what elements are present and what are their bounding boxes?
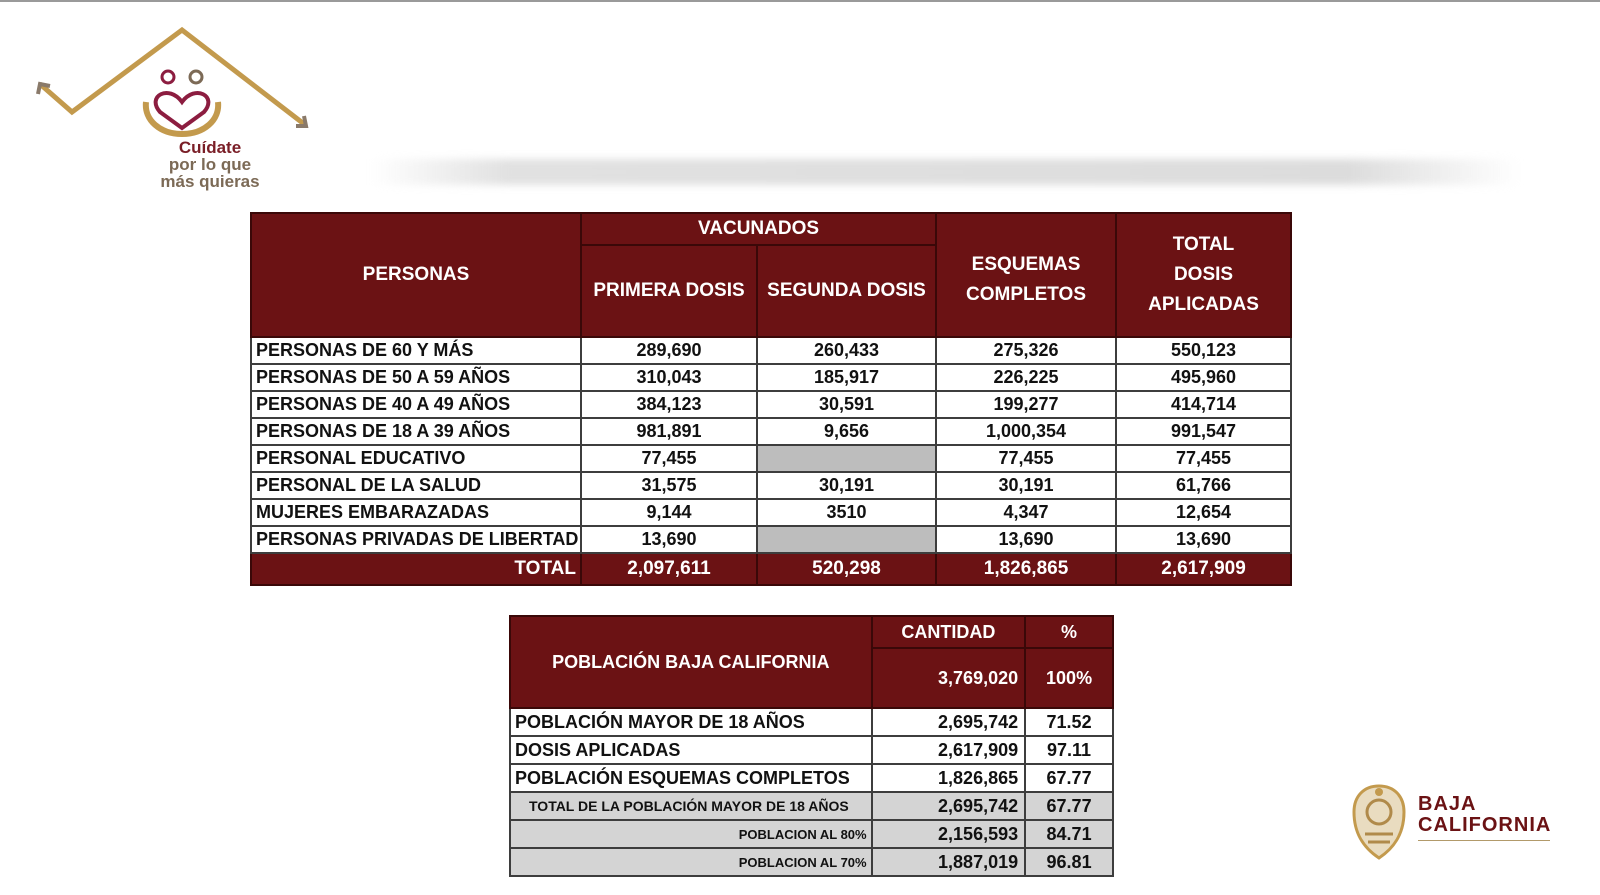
cell-primera-dosis: 77,455 [581, 445, 757, 472]
table-row [251, 526, 1291, 553]
campaign-slogan-line1: Cuídate [178, 138, 242, 157]
decorative-shadow-bar [370, 159, 1520, 185]
total-esquemas-completos: 1,826,865 [936, 553, 1116, 585]
state-name-line2: CALIFORNIA [1418, 814, 1552, 836]
header-total-dosis [1116, 213, 1291, 337]
total-row [251, 553, 1291, 585]
top-divider-line [0, 0, 1600, 2]
cell-total-dosis: 13,690 [1116, 526, 1291, 553]
row-label: PERSONAS DE 60 Y MÁS [251, 337, 581, 364]
row-label: PERSONAL EDUCATIVO [251, 445, 581, 472]
cell-esquemas-completos: 13,690 [936, 526, 1116, 553]
table-row [251, 391, 1291, 418]
row-label: PERSONAS DE 40 A 49 AÑOS [251, 391, 581, 418]
header-cantidad: CANTIDAD [872, 616, 1026, 648]
total-primera-dosis: 2,097,611 [581, 553, 757, 585]
row-label: PERSONAL DE LA SALUD [251, 472, 581, 499]
cell-primera-dosis: 981,891 [581, 418, 757, 445]
baja-california-logo [1348, 782, 1573, 862]
state-name-line1: BAJA [1418, 793, 1477, 815]
cell-total-dosis: 414,714 [1116, 391, 1291, 418]
cell-esquemas-completos: 199,277 [936, 391, 1116, 418]
state-shield-icon [1348, 782, 1410, 862]
cell-total-dosis: 12,654 [1116, 499, 1291, 526]
table-row [251, 499, 1291, 526]
total-label: TOTAL [251, 553, 581, 585]
cell-primera-dosis: 13,690 [581, 526, 757, 553]
cell-primera-dosis: 310,043 [581, 364, 757, 391]
cell-cantidad: 1,826,865 [872, 764, 1026, 792]
header-personas: PERSONAS [251, 213, 581, 337]
header-total-line2: DOSIS [1173, 264, 1234, 285]
total-segunda-dosis: 520,298 [757, 553, 936, 585]
total-dosis-aplicadas: 2,617,909 [1116, 553, 1291, 585]
row-label: MUJERES EMBARAZADAS [251, 499, 581, 526]
table-row [251, 364, 1291, 391]
cell-esquemas-completos: 226,225 [936, 364, 1116, 391]
header-esquemas-line1: ESQUEMAS [971, 254, 1081, 275]
cell-esquemas-completos: 30,191 [936, 472, 1116, 499]
table-sub-row [510, 792, 1113, 820]
cell-cantidad: 2,695,742 [872, 708, 1026, 736]
row-label: POBLACION AL 80% [510, 820, 872, 848]
row-label: POBLACION AL 70% [510, 848, 872, 876]
table-sub-row [510, 848, 1113, 876]
state-logo-underline [1418, 840, 1550, 847]
cell-porcentaje: 97.11 [1025, 736, 1113, 764]
campaign-slogan-line3: más quieras [160, 172, 260, 191]
header-esquemas-completos [936, 213, 1116, 337]
cell-segunda-dosis: 260,433 [757, 337, 936, 364]
table-row [510, 764, 1113, 792]
header-esquemas-line2: COMPLETOS [966, 284, 1087, 305]
cell-segunda-dosis: 3510 [757, 499, 936, 526]
cell-porcentaje: 67.77 [1025, 792, 1113, 820]
cell-segunda-dosis [757, 526, 936, 553]
cell-primera-dosis: 289,690 [581, 337, 757, 364]
cell-primera-dosis: 9,144 [581, 499, 757, 526]
cell-esquemas-completos: 77,455 [936, 445, 1116, 472]
cell-segunda-dosis [757, 445, 936, 472]
header-vacunados: VACUNADOS [581, 213, 936, 245]
row-label: PERSONAS DE 18 A 39 AÑOS [251, 418, 581, 445]
vaccination-table [250, 212, 1292, 586]
table-sub-row [510, 820, 1113, 848]
row-label: PERSONAS PRIVADAS DE LIBERTAD [251, 526, 581, 553]
cell-total-dosis: 77,455 [1116, 445, 1291, 472]
cell-segunda-dosis: 9,656 [757, 418, 936, 445]
cell-segunda-dosis: 30,591 [757, 391, 936, 418]
cell-cantidad: 2,156,593 [872, 820, 1026, 848]
cell-esquemas-completos: 4,347 [936, 499, 1116, 526]
cell-primera-dosis: 31,575 [581, 472, 757, 499]
header-porcentaje: % [1025, 616, 1113, 648]
table-row [510, 708, 1113, 736]
header-total-line1: TOTAL [1172, 234, 1235, 255]
row-label: TOTAL DE LA POBLACIÓN MAYOR DE 18 AÑOS [510, 792, 872, 820]
cell-total-dosis: 991,547 [1116, 418, 1291, 445]
header-total-line3: APLICADAS [1148, 294, 1259, 315]
campaign-logo [34, 24, 319, 194]
cell-cantidad: 2,617,909 [872, 736, 1026, 764]
header-primera-dosis: PRIMERA DOSIS [581, 245, 757, 337]
cell-porcentaje: 96.81 [1025, 848, 1113, 876]
cell-total-dosis: 495,960 [1116, 364, 1291, 391]
row-label: DOSIS APLICADAS [510, 736, 872, 764]
cell-segunda-dosis: 185,917 [757, 364, 936, 391]
header-poblacion-baja-california: POBLACIÓN BAJA CALIFORNIA [510, 616, 872, 708]
cell-esquemas-completos: 275,326 [936, 337, 1116, 364]
row-label: POBLACIÓN ESQUEMAS COMPLETOS [510, 764, 872, 792]
table-row [251, 472, 1291, 499]
cell-total-dosis: 550,123 [1116, 337, 1291, 364]
table-row [251, 418, 1291, 445]
cell-porcentaje: 71.52 [1025, 708, 1113, 736]
row-label: PERSONAS DE 50 A 59 AÑOS [251, 364, 581, 391]
table-row [251, 337, 1291, 364]
cell-porcentaje: 67.77 [1025, 764, 1113, 792]
table-row [510, 736, 1113, 764]
cell-segunda-dosis: 30,191 [757, 472, 936, 499]
cell-total-dosis: 61,766 [1116, 472, 1291, 499]
cell-esquemas-completos: 1,000,354 [936, 418, 1116, 445]
cell-primera-dosis: 384,123 [581, 391, 757, 418]
cell-cantidad: 2,695,742 [872, 792, 1026, 820]
table-row [251, 445, 1291, 472]
cell-cantidad: 1,887,019 [872, 848, 1026, 876]
header-segunda-dosis: SEGUNDA DOSIS [757, 245, 936, 337]
cell-porcentaje: 84.71 [1025, 820, 1113, 848]
population-table [509, 615, 1114, 877]
header-total-cantidad: 3,769,020 [872, 648, 1026, 708]
row-label: POBLACIÓN MAYOR DE 18 AÑOS [510, 708, 872, 736]
header-total-porcentaje: 100% [1025, 648, 1113, 708]
campaign-slogan-line2: por lo que [168, 155, 252, 174]
